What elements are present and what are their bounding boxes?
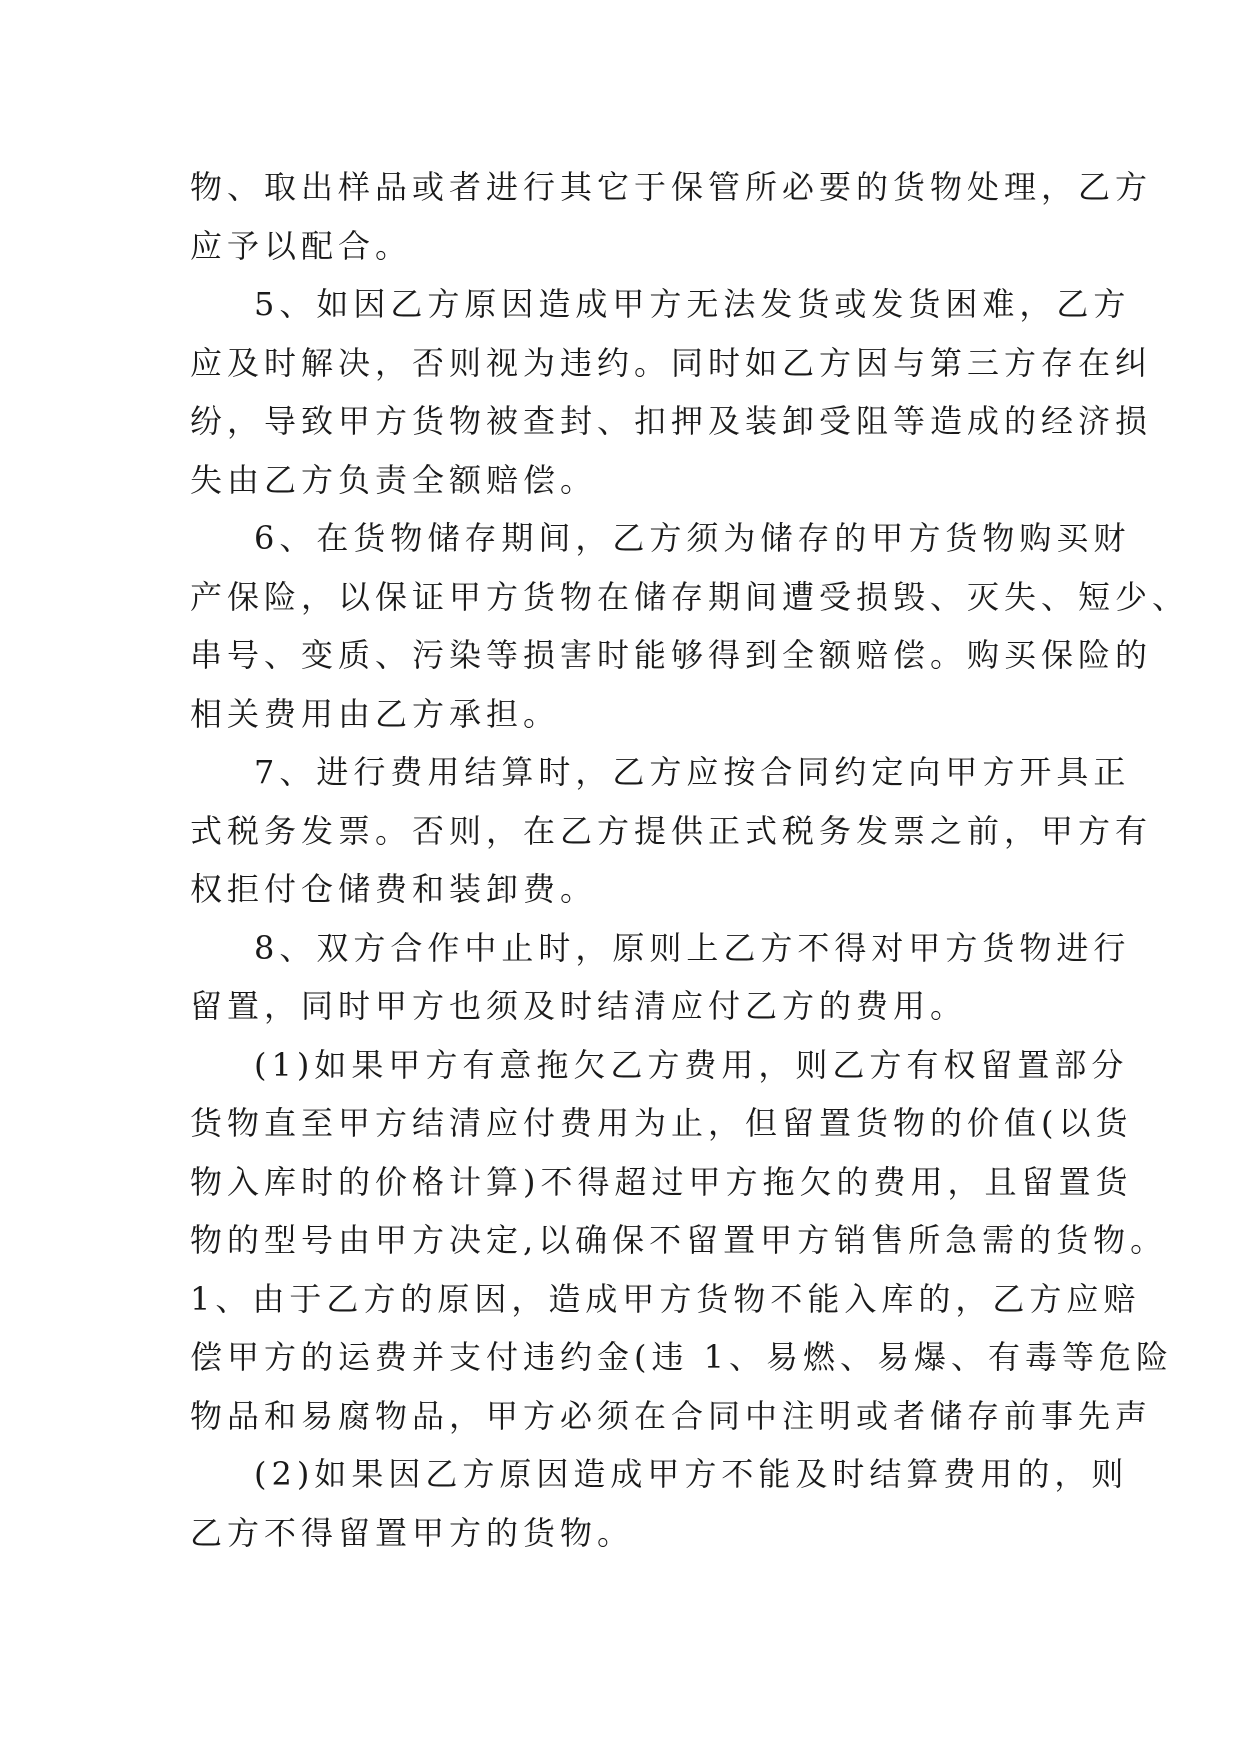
text-line: 物品和易腐物品，甲方必须在合同中注明或者储存前事先声 <box>190 1396 1153 1435</box>
text-line: 物入库时的价格计算)不得超过甲方拖欠的费用，且留置货 <box>190 1162 1133 1201</box>
text-line: 货物直至甲方结清应付费用为止，但留置货物的价值(以货 <box>190 1104 1133 1142</box>
text-line: 应及时解决，否则视为违约。同时如乙方因与第三方存在纠 <box>190 343 1153 382</box>
text-line: 7、进行费用结算时，乙方应按合同约定向甲方开具正 <box>254 753 1131 791</box>
text-line: 物、取出样品或者进行其它于保管所必要的货物处理，乙方 <box>190 168 1153 206</box>
text-line: (1)如果甲方有意拖欠乙方费用，则乙方有权留置部分 <box>254 1045 1129 1084</box>
text-line: 式税务发票。否则，在乙方提供正式税务发票之前，甲方有 <box>190 811 1153 850</box>
text-line: 留置，同时甲方也须及时结清应付乙方的费用。 <box>190 987 968 1025</box>
text-line: (2)如果因乙方原因造成甲方不能及时结算费用的，则 <box>254 1455 1129 1493</box>
text-line: 5、如因乙方原因造成甲方无法发货或发货困难，乙方 <box>254 285 1131 323</box>
text-line: 物的型号由甲方决定,以确保不留置甲方销售所急需的货物。 <box>190 1221 1168 1259</box>
text-line: 权拒付仓储费和装卸费。 <box>190 870 598 908</box>
text-line: 串号、变质、污染等损害时能够得到全额赔偿。购买保险的 <box>190 636 1153 674</box>
text-line: 纷，导致甲方货物被查封、扣押及装卸受阻等造成的经济损 <box>190 402 1153 440</box>
text-line: 相关费用由乙方承担。 <box>190 694 561 733</box>
text-line: 乙方不得留置甲方的货物。 <box>190 1513 635 1552</box>
document-body <box>190 158 1190 1562</box>
text-line: 失由乙方负责全额赔偿。 <box>190 460 598 499</box>
text-line: 6、在货物储存期间，乙方须为储存的甲方货物购买财 <box>254 519 1131 557</box>
text-line: 应予以配合。 <box>190 226 413 265</box>
text-line: 产保险，以保证甲方货物在储存期间遭受损毁、灭失、短少、 <box>190 577 1190 616</box>
text-line: 偿甲方的运费并支付违约金(违 1、易燃、易爆、有毒等危险 <box>190 1338 1174 1376</box>
text-line: 8、双方合作中止时，原则上乙方不得对甲方货物进行 <box>254 928 1131 967</box>
text-line: 1、由于乙方的原因，造成甲方货物不能入库的，乙方应赔 <box>190 1279 1141 1318</box>
